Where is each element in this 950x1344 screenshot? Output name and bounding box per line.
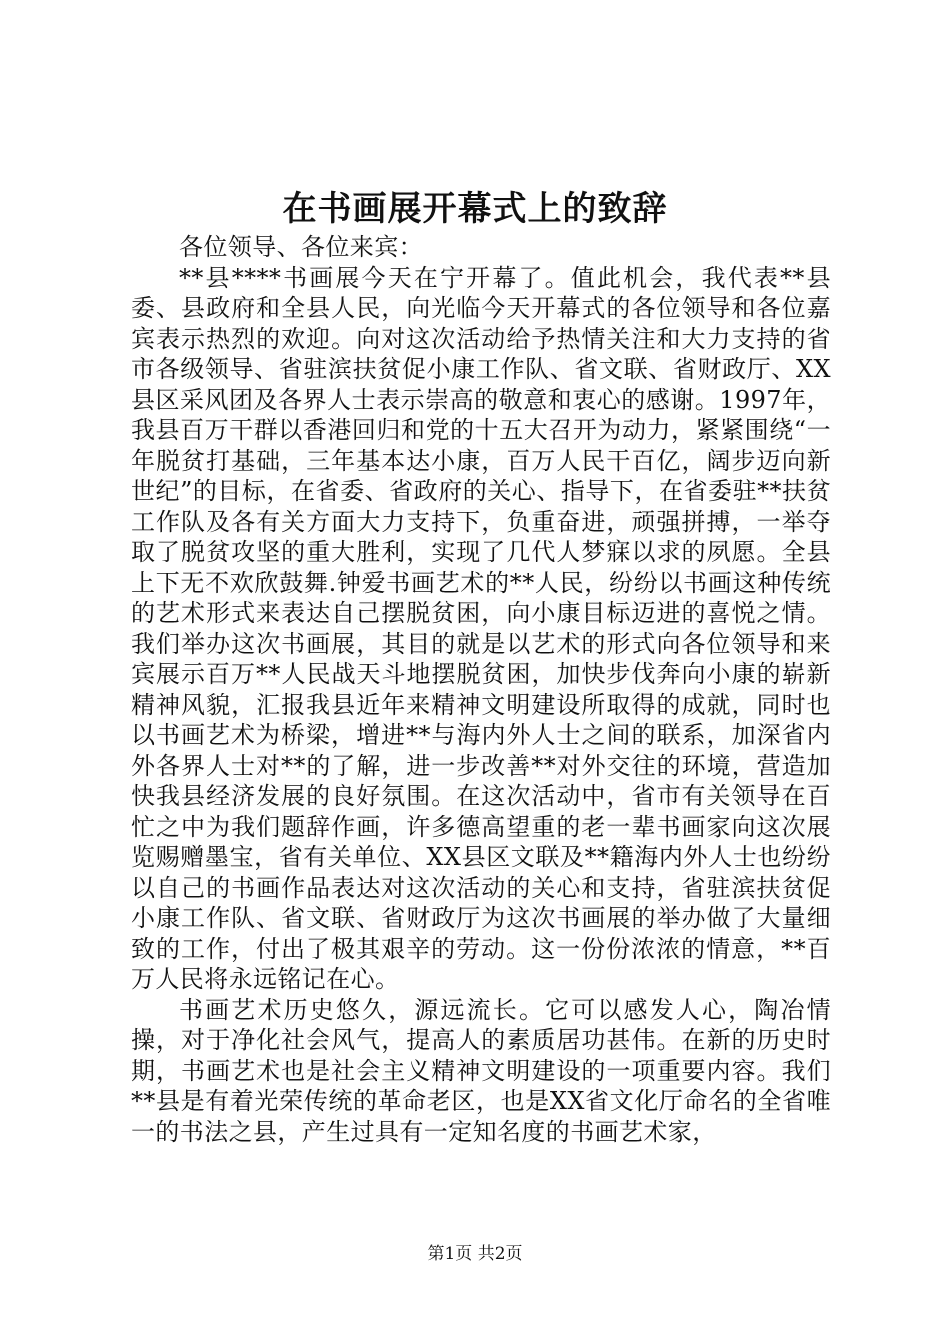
page-number-footer: 第1页 共2页 <box>427 1244 523 1264</box>
document-body <box>131 232 831 1147</box>
salutation: 各位领导、各位来宾： <box>179 233 423 261</box>
document-title: 在书画展开幕式上的致辞 <box>282 189 668 229</box>
paragraph-1: **县****书画展今天在宁开幕了。值此机会，我代表**县委、县政府和全县人民，向光临今天开幕式的各位领导和各位嘉宾表示热烈的欢迎。向对这次活动给予热情关注和大力支持的省市各级领导、省驻滨扶贫促小康工作队、省文联、省财政厅、XX县区采风团及各界人士表示崇高的敬意和衷心的感谢。1997年，我县百万干群以香港回归和党的十五大召开为动力，紧紧围绕“一年脱贫打基础，三年基本达小康，百万人民干百亿，阔步迈向新世纪”的目标，在省委、省政府的关心、指导下，在省委驻**扶贫工作队及各有关方面大力支持下，负重奋进，顽强拼搏，一举夺取了脱贫攻坚的重大胜利，实现了几代人梦寐以求的夙愿。全县上下无不欢欣鼓舞.钟爱书画艺术的**人民，纷纷以书画这种传统的艺术形式来表达自己摆脱贫困，向小康目标迈进的喜悦之情。我们举办这次书画展，其目的就是以艺术的形式向各位领导和来宾展示百万**人民战天斗地摆脱贫困，加快步伐奔向小康的崭新精神风貌，汇报我县近年来精神文明建设所取得的成就，同时也以书画艺术为桥梁，增进**与海内外人士之间的联系，加深省内外各界人士对**的了解，进一步改善**对外交往的环境，营造加快我县经济发展的良好氛围。在这次活动中，省市有关领导在百忙之中为我们题辞作画，许多德高望重的老一辈书画家向这次展览赐赠墨宝，省有关单位、XX县区文联及**籍海内外人士也纷纷以自己的书画作品表达对这次活动的关心和支持，省驻滨扶贫促小康工作队、省文联、省财政厅为这次书画展的举办做了大量细致的工作，付出了极其艰辛的劳动。这一份份浓浓的情意，**百万人民将永远铭记在心。 <box>131 263 831 993</box>
paragraph-2: 书画艺术历史悠久，源远流长。它可以感发人心，陶冶情操，对于净化社会风气，提高人的素质居功甚伟。在新的历史时期，书画艺术也是社会主义精神文明建设的一项重要内容。我们**县是有着光荣传统的革命老区，也是XX省文化厅命名的全省唯一的书法之县，产生过具有一定知名度的书画艺术家， <box>131 995 831 1146</box>
